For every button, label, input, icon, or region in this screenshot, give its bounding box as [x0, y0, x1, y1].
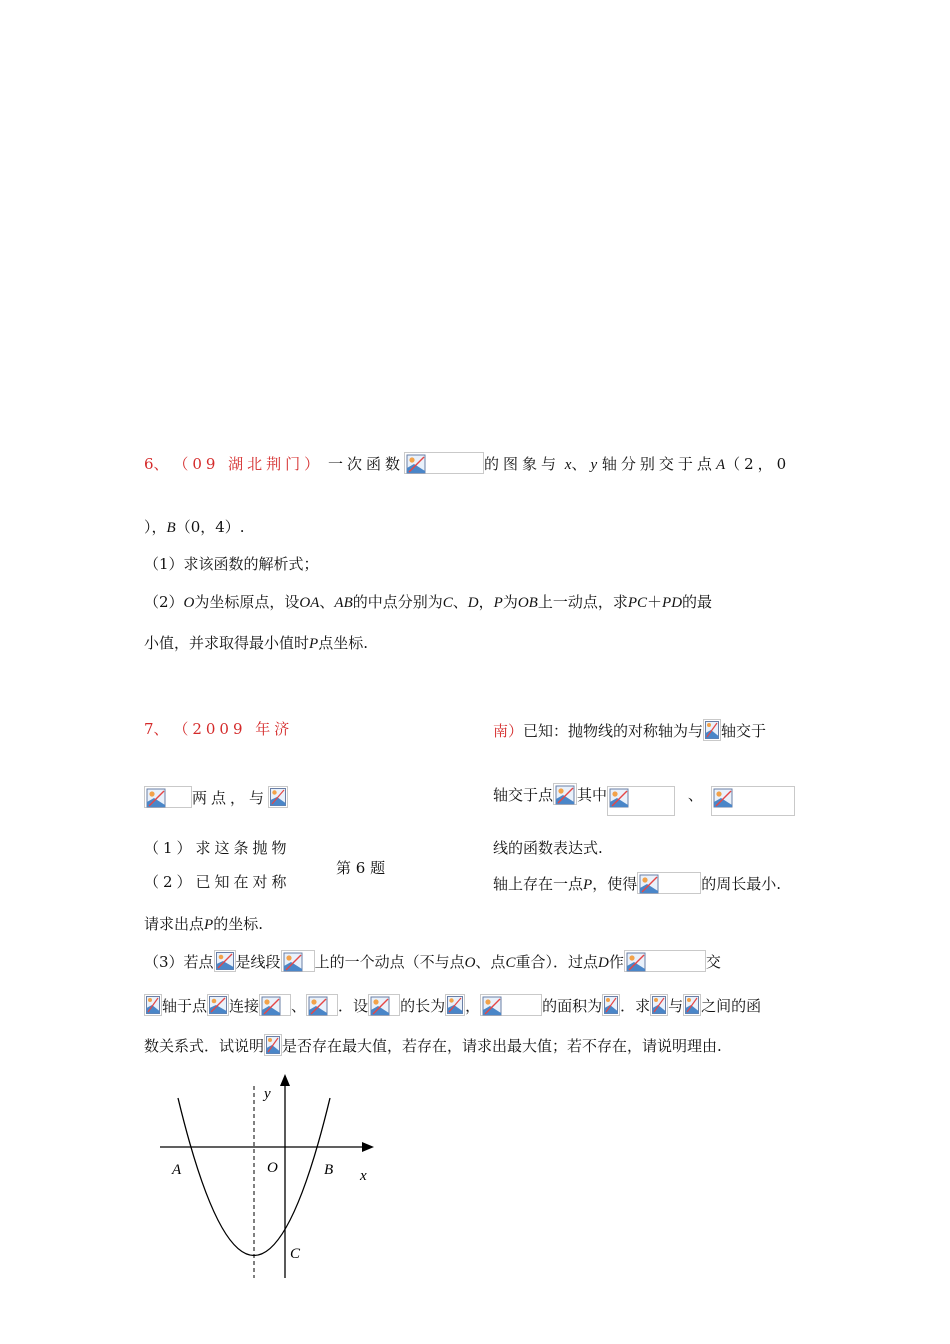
var: D: [467, 595, 479, 611]
text: 的长为: [400, 997, 446, 1015]
text: 两点，与: [192, 789, 269, 807]
x-axis-arrow: [362, 1142, 374, 1152]
q7-part-3-line-2: [144, 994, 761, 1016]
text: 轴分别交于点: [601, 455, 716, 473]
q7-number: 7、: [144, 720, 169, 738]
text: ，: [465, 997, 481, 1015]
text: ．设: [338, 997, 369, 1015]
q6-part-2: [144, 592, 712, 613]
q6-part-1: （1）求该函数的解析式；: [144, 555, 319, 573]
q7-source: （2009 年济: [173, 720, 294, 738]
parabola-figure: [150, 1068, 390, 1288]
var: P: [583, 877, 593, 893]
text: ．求: [620, 997, 651, 1015]
formula-image: [683, 994, 701, 1016]
var: OA: [299, 595, 320, 611]
q7-part-3-line-3: [144, 1034, 722, 1056]
formula-image: [445, 994, 465, 1016]
formula-image: [637, 872, 701, 894]
text: 与: [668, 997, 684, 1015]
var: O: [464, 955, 476, 971]
formula-image: [144, 786, 192, 808]
formula-image: [264, 1034, 282, 1056]
text: 的面积为: [542, 997, 603, 1015]
text: 为: [502, 593, 518, 611]
point-B: B: [166, 520, 176, 536]
text: 、: [452, 593, 468, 611]
q6-line-1: [144, 452, 790, 475]
text: 、: [319, 593, 335, 611]
formula-image: [650, 994, 668, 1016]
formula-image: [281, 950, 315, 972]
text: 上一动点，求: [537, 593, 628, 611]
label-O: O: [267, 1160, 278, 1176]
text: 重合）．过点: [515, 953, 598, 971]
formula-image: [404, 452, 484, 474]
text: 上的一个动点（不与点: [314, 953, 465, 971]
q7-part-2-left: [144, 872, 291, 892]
text: 的最: [682, 593, 713, 611]
q6-source: （09 湖北荆门）: [173, 455, 324, 473]
text: （2）已知在对称: [144, 873, 291, 891]
var-x: x: [564, 457, 572, 473]
q7-part-1-right: 线的函数表达式.: [493, 839, 603, 857]
var: D: [597, 955, 609, 971]
formula-image: [480, 994, 542, 1016]
text: 是线段: [235, 953, 281, 971]
text: ），: [144, 518, 167, 536]
var-y: y: [590, 457, 598, 473]
q6-line-2: [144, 517, 245, 538]
label-y: y: [264, 1086, 271, 1102]
var: P: [493, 595, 503, 611]
text: 的图象与: [483, 455, 560, 473]
text: 点坐标.: [318, 634, 368, 652]
text: 之间的函: [701, 997, 762, 1015]
text: 作: [608, 953, 624, 971]
formula-image: [711, 786, 795, 816]
q7-line-2-right: [493, 783, 795, 816]
formula-image: [207, 994, 229, 1016]
label-C: C: [290, 1246, 301, 1262]
text: 已知：抛物线的对称轴为与: [523, 722, 704, 740]
q6-number: 6、: [144, 455, 169, 473]
text: ，: [478, 593, 494, 611]
text: ＋: [647, 593, 663, 611]
var: C: [442, 595, 453, 611]
y-axis-arrow: [280, 1074, 290, 1086]
text: 、点: [475, 953, 506, 971]
text: 交: [705, 953, 721, 971]
text: 数关系式．试说明: [144, 1037, 265, 1055]
text: 、: [571, 455, 591, 473]
q7-source-end: 南）: [493, 722, 524, 740]
text: （3）若点: [144, 953, 214, 971]
formula-image: [144, 994, 162, 1016]
var: OB: [517, 595, 538, 611]
text: （0，4）.: [175, 518, 245, 536]
q7-part-2-right: [493, 872, 781, 895]
formula-image: [214, 950, 236, 972]
var: P: [204, 917, 214, 933]
text: 为坐标原点，设: [194, 593, 300, 611]
text: 轴交于点: [493, 786, 554, 804]
q7-line-2-left: [144, 786, 288, 808]
text: （2）: [144, 593, 184, 611]
label-A: A: [172, 1162, 182, 1178]
text: 的中点分别为: [352, 593, 443, 611]
q6-part-2-cont: [144, 633, 368, 654]
figure-caption: 第 6 题: [336, 859, 386, 877]
text: 轴交于: [721, 722, 767, 740]
formula-image: [607, 786, 675, 816]
formula-image: [368, 994, 400, 1016]
var: PD: [662, 595, 683, 611]
text: 请求出点: [144, 915, 205, 933]
text: 的周长最小.: [701, 875, 781, 893]
text: 、: [687, 786, 703, 804]
formula-image: [703, 719, 721, 741]
text: 其中: [577, 786, 608, 804]
text: 轴上存在一点: [493, 875, 584, 893]
text: （2，0: [725, 455, 791, 473]
q7-part-3: [144, 950, 721, 973]
text: 轴于点: [162, 997, 208, 1015]
label-x: x: [360, 1168, 367, 1184]
text: 连接: [229, 997, 260, 1015]
q7-source-left: [144, 719, 293, 739]
text: （1）求这条抛物: [144, 839, 291, 857]
var: P: [309, 636, 319, 652]
point-A: A: [715, 457, 726, 473]
text: 是否存在最大值，若存在，请求出最大值；若不存在，请说明理由.: [282, 1037, 722, 1055]
formula-image: [553, 783, 577, 805]
var: O: [183, 595, 195, 611]
text: ，使得: [592, 875, 638, 893]
text: 一次函数: [327, 455, 404, 473]
text: 的坐标.: [213, 915, 263, 933]
text: 、: [291, 997, 307, 1015]
q7-line-1: [493, 719, 766, 741]
q7-part-2-cont: [144, 914, 263, 935]
formula-image: [624, 950, 706, 972]
var: C: [505, 955, 516, 971]
var: PC: [627, 595, 648, 611]
formula-image: [306, 994, 338, 1016]
formula-image: [268, 786, 288, 808]
var: AB: [334, 595, 353, 611]
formula-image: [602, 994, 620, 1016]
formula-image: [259, 994, 291, 1016]
q7-part-1-left: [144, 838, 291, 858]
text: 小值，并求取得最小值时: [144, 634, 310, 652]
label-B: B: [324, 1162, 334, 1178]
